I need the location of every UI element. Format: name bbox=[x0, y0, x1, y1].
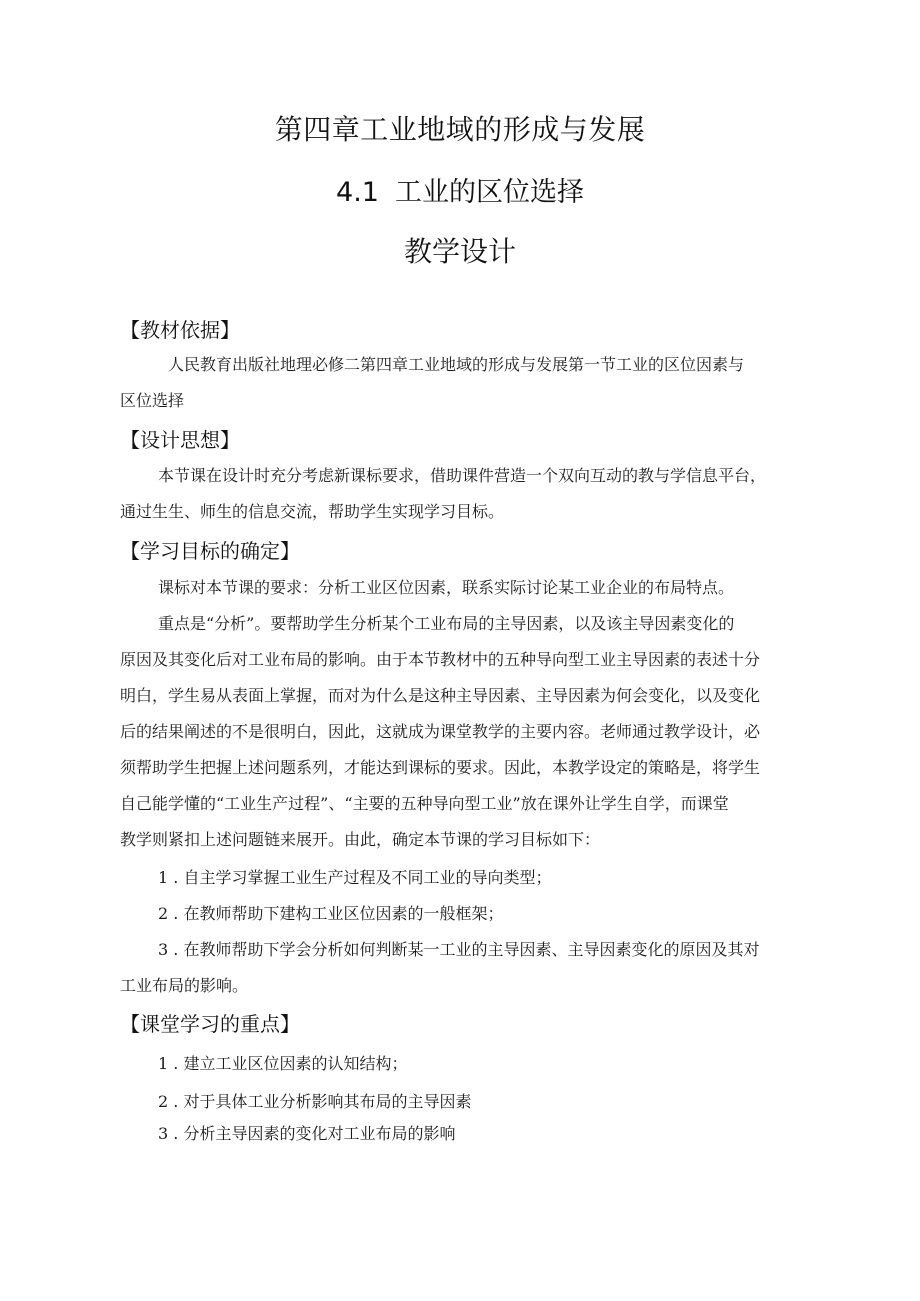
goals-paragraph-line: 须帮助学生把握上述问题系列，才能达到课标的要求。因此，本教学设定的策略是，将学生 bbox=[120, 758, 761, 777]
goals-paragraph-line: 后的结果阐述的不是很明白，因此，这就成为课堂教学的主要内容。老师通过教学设计，必 bbox=[120, 722, 761, 741]
section-title-text: 工业的区位选择 bbox=[394, 177, 584, 208]
goals-paragraph-line: 明白，学生易从表面上掌握，而对为什么是这种主导因素、主导因素为何会变化，以及变化 bbox=[120, 686, 761, 705]
heading-goals: 【学习目标的确定】 bbox=[120, 539, 300, 563]
key-item-1: 1 . 建立工业区位因素的认知结构； bbox=[158, 1054, 408, 1073]
goal-item-1: 1 . 自主学习掌握工业生产过程及不同工业的导向类型； bbox=[158, 868, 552, 887]
key-item-2: 2 . 对于具体工业分析影响其布局的主导因素 bbox=[158, 1092, 472, 1111]
design-line-2: 通过生生、师生的信息交流，帮助学生实现学习目标。 bbox=[120, 502, 505, 521]
document-subtitle: 教学设计 bbox=[403, 235, 516, 268]
goal-item-3: 3 . 在教师帮助下学会分析如何判断某一工业的主导因素、主导因素变化的原因及其对 bbox=[158, 940, 760, 959]
section-number: 4.1 bbox=[336, 177, 379, 208]
goal-item-2: 2 . 在教师帮助下建构工业区位因素的一般框架； bbox=[158, 904, 504, 923]
goals-paragraph-line: 自己能学懂的“工业生产过程”、“主要的五种导向型工业”放在课外让学生自学，而课堂 bbox=[120, 794, 729, 813]
goal-item-3-continued: 工业布局的影响。 bbox=[120, 976, 249, 995]
section-title bbox=[0, 170, 920, 209]
goals-paragraph-line: 原因及其变化后对工业布局的影响。由于本节教材中的五种导向型工业主导因素的表述十分 bbox=[120, 650, 761, 669]
goals-paragraph-line: 教学则紧扣上述问题链来展开。由此，确定本节课的学习目标如下： bbox=[120, 830, 601, 849]
goals-paragraph-line: 重点是“分析”。要帮助学生分析某个工业布局的主导因素，以及该主导因素变化的 bbox=[158, 614, 735, 633]
heading-design: 【设计思想】 bbox=[120, 428, 240, 452]
chapter-title: 第四章工业地域的形成与发展 bbox=[274, 113, 646, 146]
basis-line-1: 人民教育出版社地理必修二第四章工业地域的形成与发展第一节工业的区位因素与 bbox=[168, 355, 745, 374]
heading-basis: 【教材依据】 bbox=[120, 318, 240, 342]
key-item-3: 3 . 分析主导因素的变化对工业布局的影响 bbox=[158, 1124, 456, 1143]
design-line-1: 本节课在设计时充分考虑新课标要求，借助课件营造一个双向互动的教与学信息平台， bbox=[158, 466, 767, 485]
heading-key-points: 【课堂学习的重点】 bbox=[120, 1012, 300, 1036]
basis-line-2: 区位选择 bbox=[120, 391, 185, 410]
goals-requirement: 课标对本节课的要求：分析工业区位因素，联系实际讨论某工业企业的布局特点。 bbox=[158, 578, 735, 597]
